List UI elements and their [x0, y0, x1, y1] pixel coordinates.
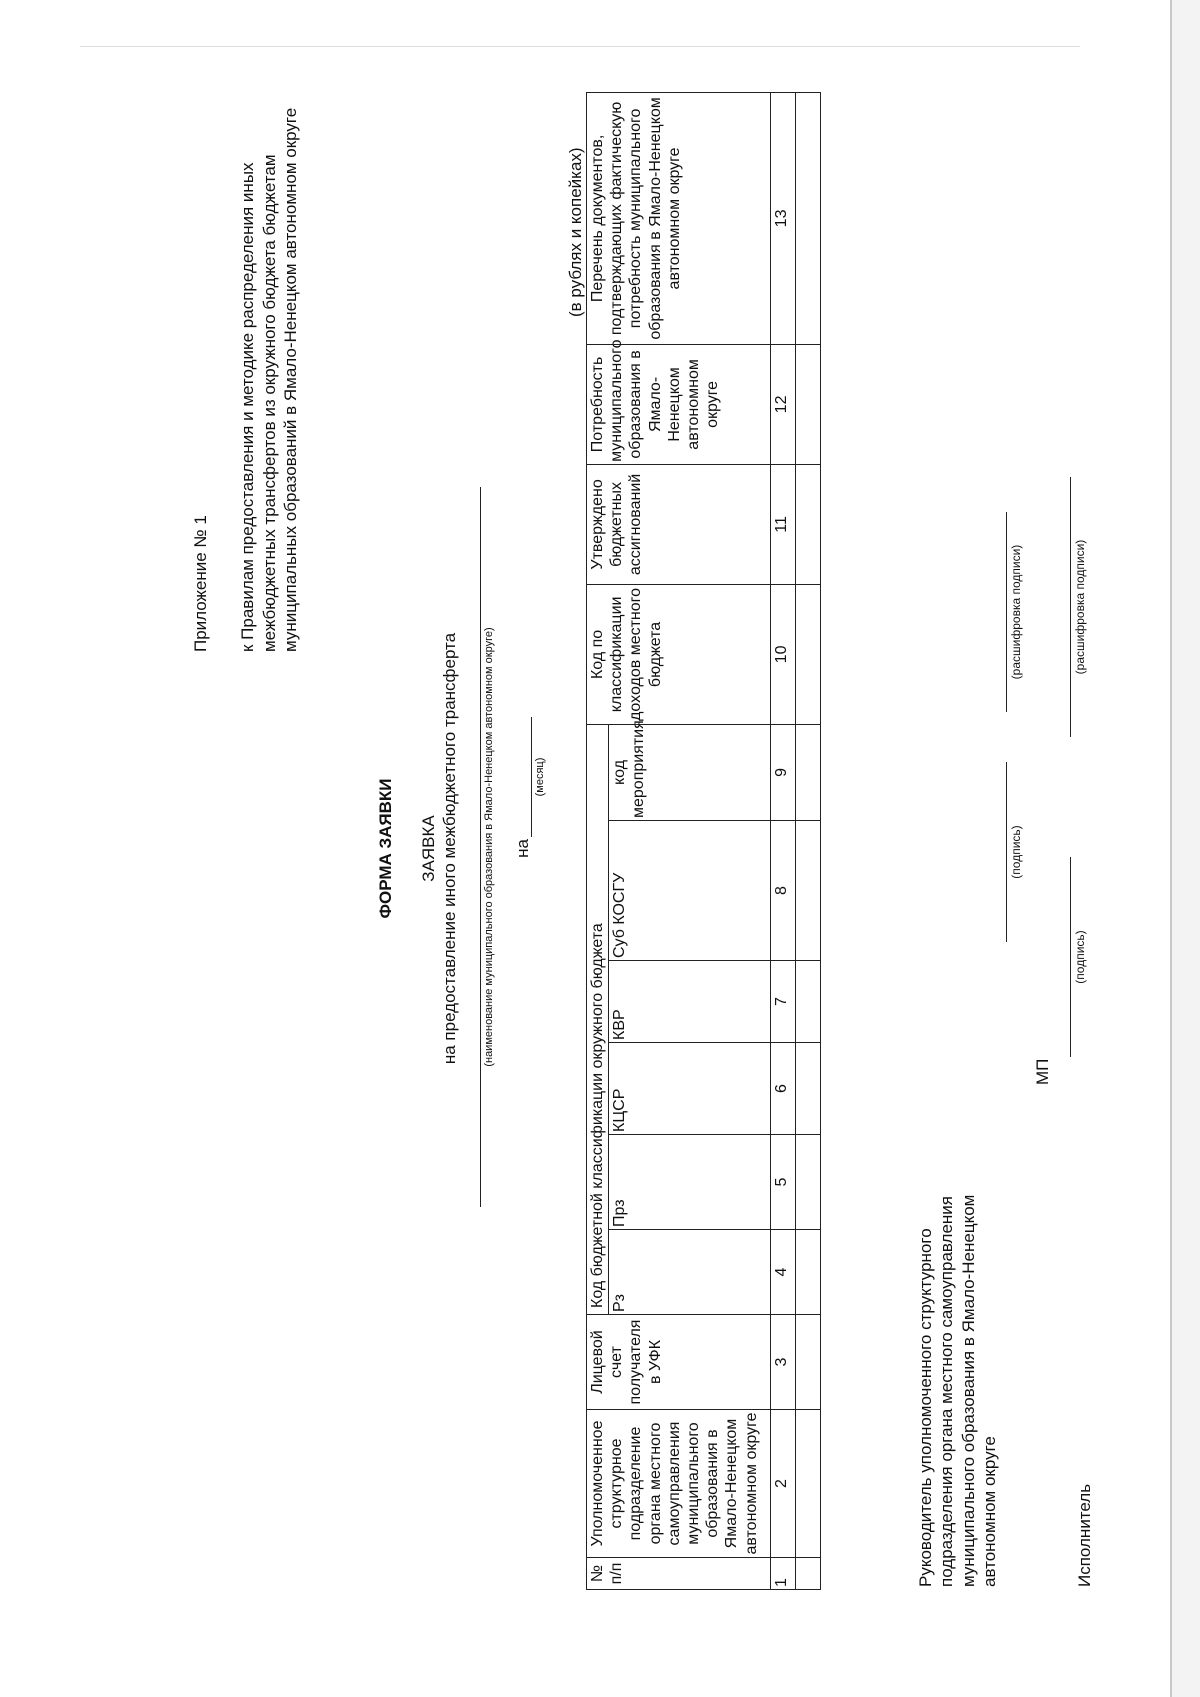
- column-number: 13: [771, 92, 796, 344]
- column-number: 8: [771, 821, 796, 961]
- column-number: 3: [771, 1315, 796, 1410]
- empty-cell: [796, 1410, 821, 1558]
- column-numbers-row: [771, 92, 796, 1589]
- header-unit: Уполномоченное структурное подразделение органа местного самоуправления муниципального образования в Ямало-Ненецком автономном округе: [587, 1410, 771, 1558]
- executor-decipher-line: [1070, 477, 1071, 737]
- empty-cell: [796, 821, 821, 961]
- header-docs: Перечень документов, подтверждающих фактическую потребность муниципального образования в Ямало-Ненецком автономном округе: [587, 92, 771, 344]
- appendix-block: [190, 52, 301, 652]
- column-number: 1: [771, 1558, 796, 1590]
- month-caption: (месяц): [534, 757, 546, 797]
- header-income-code: Код по классификации доходов местного бюджета: [587, 584, 771, 724]
- executor-signature-caption: (подпись): [1073, 930, 1087, 984]
- header-sub-kosgu: Суб КОСГУ: [609, 821, 771, 961]
- zayavka-title: ЗАЯВКА: [419, 815, 438, 882]
- empty-cell: [796, 464, 821, 584]
- stamp-place-label: МП: [1033, 1058, 1052, 1085]
- zayavka-subtitle: на предоставление иного межбюджетного трансферта: [440, 632, 460, 1065]
- empty-cell: [796, 1135, 821, 1230]
- empty-cell: [796, 1230, 821, 1315]
- column-number: 6: [771, 1043, 796, 1135]
- municipality-fill-line: [480, 487, 481, 1207]
- header-rz: Рз: [609, 1230, 771, 1315]
- header-need: Потребность муниципального образования в Ямало-Ненецком автономном округе: [587, 344, 771, 464]
- units-note: (в рублях и копейках): [566, 147, 585, 317]
- header-kcsr: КЦСР: [609, 1043, 771, 1135]
- appendix-number: Приложение № 1: [191, 515, 210, 652]
- empty-cell: [796, 1558, 821, 1590]
- empty-cell: [796, 961, 821, 1043]
- form-title: ФОРМА ЗАЯВКИ: [376, 778, 395, 919]
- header-code-group: Код бюджетной классификации окружного бюджета: [587, 724, 609, 1314]
- municipality-caption: (наименование муниципального образования в Ямало-Ненецком автономном округе): [483, 627, 495, 1067]
- column-number: 10: [771, 584, 796, 724]
- header-prz: Прз: [609, 1135, 771, 1230]
- empty-cell: [796, 1043, 821, 1135]
- head-decipher-line: [1006, 512, 1007, 712]
- executor-signature-line: [1070, 857, 1071, 1057]
- empty-data-row: [796, 92, 821, 1589]
- header-num: № п/п: [587, 1558, 771, 1590]
- zayavka-header: [418, 0, 461, 1697]
- head-decipher-caption: (расшифровка подписи): [1009, 544, 1023, 680]
- column-number: 11: [771, 464, 796, 584]
- empty-cell: [796, 584, 821, 724]
- empty-cell: [796, 92, 821, 344]
- empty-cell: [796, 724, 821, 820]
- header-approved: Утверждено бюджетных ассигнований: [587, 464, 771, 584]
- header-account: Лицевой счет получателя в УФК: [587, 1315, 771, 1410]
- table-header-row: [587, 92, 609, 1589]
- column-number: 5: [771, 1135, 796, 1230]
- executor-label: Исполнитель: [1075, 1483, 1094, 1587]
- column-number: 4: [771, 1230, 796, 1315]
- executor-decipher-caption: (расшифровка подписи): [1073, 539, 1087, 675]
- request-table: [586, 92, 821, 1590]
- appendix-text: к Правилам предоставления и методике распределения иных межбюджетных трансфертов из окружного бюджета бюджетам муниципальных образований в Ямало-Ненецком автономном округе: [238, 107, 300, 652]
- scan-artifact-line: [80, 46, 1080, 47]
- column-number: 2: [771, 1410, 796, 1558]
- column-number: 12: [771, 344, 796, 464]
- head-signature-line: [1006, 762, 1007, 942]
- empty-cell: [796, 1315, 821, 1410]
- column-number: 9: [771, 724, 796, 820]
- head-signature-caption: (подпись): [1009, 825, 1023, 879]
- header-event-code: код мероприятия: [609, 724, 771, 820]
- na-label: на: [513, 839, 532, 858]
- empty-cell: [796, 344, 821, 464]
- month-fill-line: [531, 717, 532, 837]
- head-signature-label: Руководитель уполномоченного структурного подразделения органа местного самоуправления муниципального образования в Ямало-Ненецком автономном округе: [916, 1194, 999, 1587]
- header-kvr: КВР: [609, 961, 771, 1043]
- column-number: 7: [771, 961, 796, 1043]
